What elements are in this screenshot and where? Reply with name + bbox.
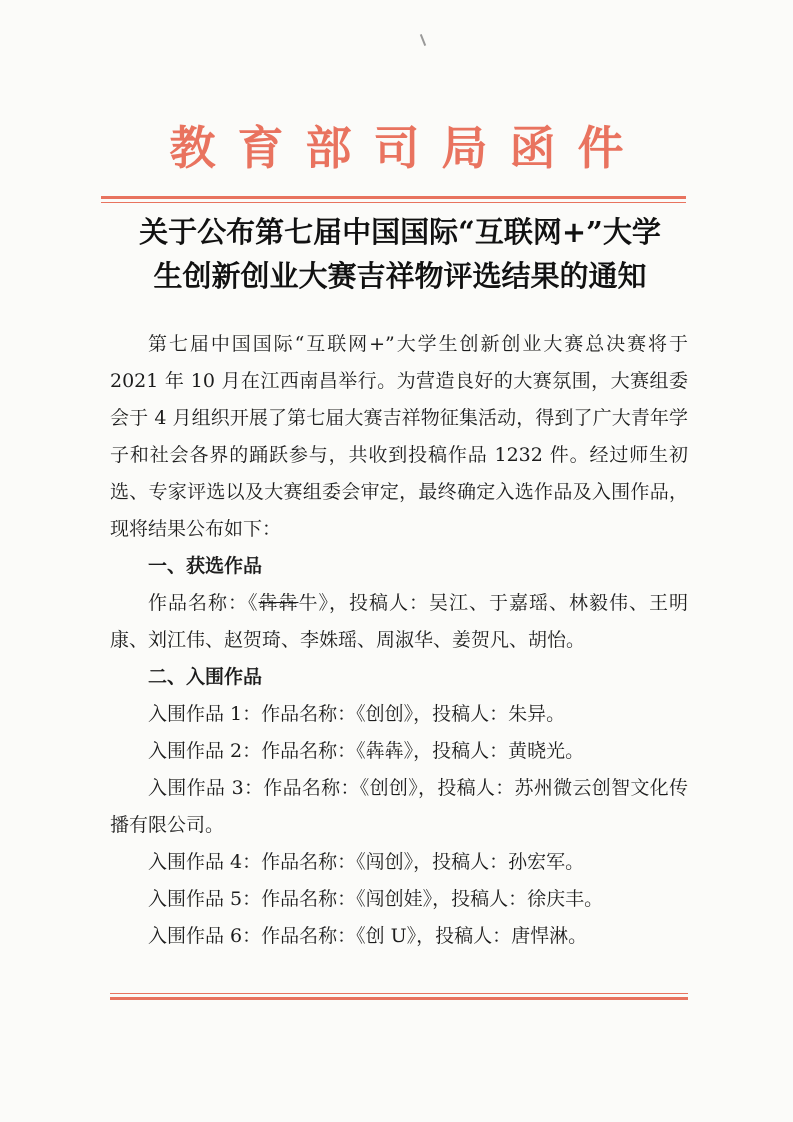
header-rule-thick [101,196,686,199]
footer-rule-thin [110,993,688,994]
intro-paragraph: 第七届中国国际“互联网+”大学生创新创业大赛总决赛将于 2021 年 10 月在江西南昌举行。为营造良好的大赛氛围，大赛组委会于 4 月组织开展了第七届大赛吉祥物征集活动，得到了广大青年学子和社会各界的踊跃参与，共收到投稿作品 1232 件。经过师生初选、专家评选以及大赛组委会审定，最终确定入选作品及入围作品，现将结果公布如下： [110,333,688,540]
notice-title [100,210,700,298]
shortlisted-item: 入围作品 3：作品名称：《创创》，投稿人：苏州微云创智文化传播有限公司。 [110,777,688,836]
notice-title-line2: 生创新创业大赛吉祥物评选结果的通知 [153,259,647,293]
shortlisted-item: 入围作品 4：作品名称：《闯创》，投稿人：孙宏军。 [148,851,585,873]
shortlisted-item: 入围作品 2：作品名称：《犇犇》，投稿人：黄晓光。 [148,740,585,762]
shortlisted-item: 入围作品 1：作品名称：《创创》，投稿人：朱异。 [148,703,566,725]
selected-work-prefix: 作品名称：《 [148,592,259,614]
letterhead-title: 教育部司局函件 [169,121,646,175]
notice-title-line1: 关于公布第七届中国国际“互联网+”大学 [139,215,661,249]
shortlisted-item: 入围作品 6：作品名称：《创 U》，投稿人：唐悍淋。 [148,925,588,947]
section-heading-shortlisted: 二、入围作品 [148,666,263,688]
section-heading-selected: 一、获选作品 [148,555,263,577]
selected-work-name-struck: 犇犇 [258,592,299,614]
footer-rule-thick [110,997,688,1000]
selected-work-paragraph [110,585,688,659]
scan-mark [420,34,426,46]
shortlisted-item: 入围作品 5：作品名称：《闯创娃》，投稿人：徐庆丰。 [148,888,604,910]
selected-work-rest: 牛》，投稿人：吴江、于嘉瑶、林毅伟、王明康、刘江伟、赵贺琦、李姝瑶、周淑华、姜贺凡、胡怡。 [110,592,688,651]
header-rule-thin [101,202,686,203]
notice-body [110,326,688,955]
